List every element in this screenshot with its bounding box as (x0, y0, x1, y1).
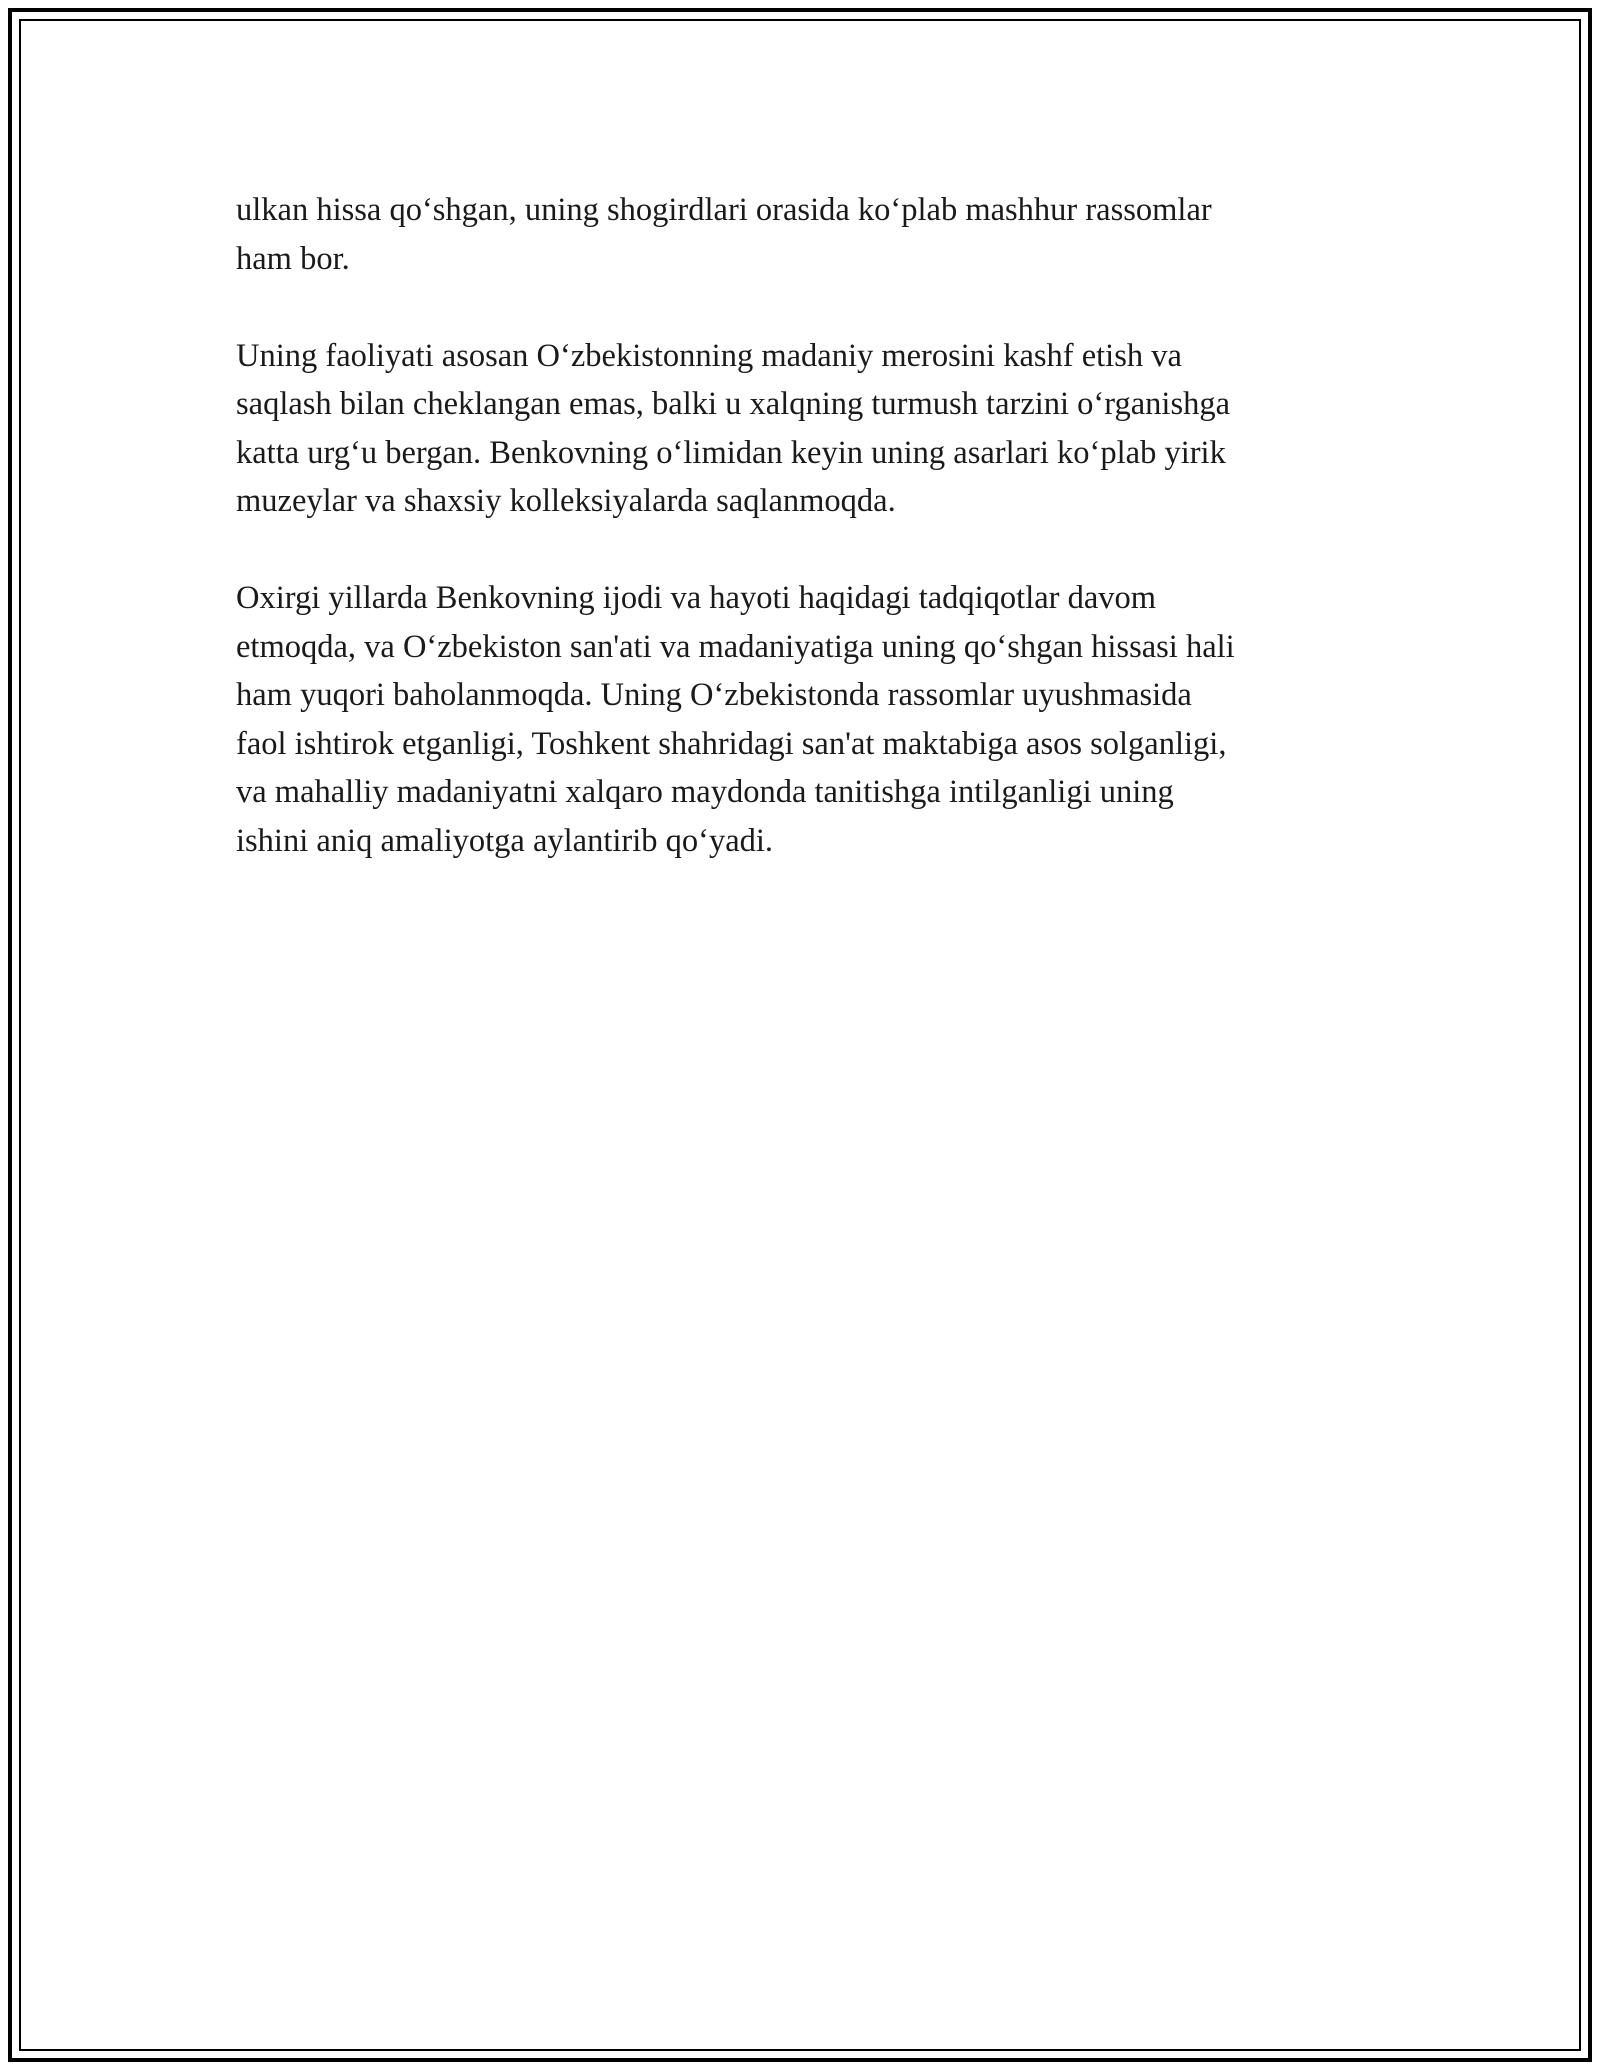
text-line: muzeylar va shaxsiy kolleksiyalarda saqlanmoqda. (236, 483, 896, 519)
text-line: ishini aniq amaliyotga aylantirib qo‘yadi. (236, 822, 774, 859)
text-line: etmoqda, va O‘zbekiston san'ati va madaniyatiga uning qo‘shgan hissasi hali (236, 628, 1235, 665)
text-line: faol ishtirok etganligi, Toshkent shahridagi san'at maktabiga asos solganligi, (236, 725, 1227, 762)
text-line: ham yuqori baholanmoqda. Uning O‘zbekistonda rassomlar uyushmasida (236, 677, 1192, 713)
text-line: Uning faoliyati asosan O‘zbekistonning madaniy merosini kashf etish va (236, 337, 1182, 374)
paragraph-2 (236, 332, 1376, 526)
document-body (236, 186, 1376, 914)
text-line: va mahalliy madaniyatni xalqaro maydonda tanitishga intilganligi uning (236, 774, 1174, 810)
text-line: ulkan hissa qo‘shgan, uning shogirdlari orasida ko‘plab mashhur rassomlar (236, 192, 1212, 228)
paragraph-3 (236, 574, 1376, 865)
text-line: Oxirgi yillarda Benkovning ijodi va hayoti haqidagi tadqiqotlar davom (236, 580, 1157, 616)
paragraph-1 (236, 186, 1376, 283)
text-line: saqlash bilan cheklangan emas, balki u xalqning turmush tarzini o‘rganishga (236, 386, 1231, 422)
text-line: ham bor. (236, 240, 350, 277)
text-line: katta urg‘u bergan. Benkovning o‘limidan keyin uning asarlari ko‘plab yirik (236, 434, 1226, 471)
